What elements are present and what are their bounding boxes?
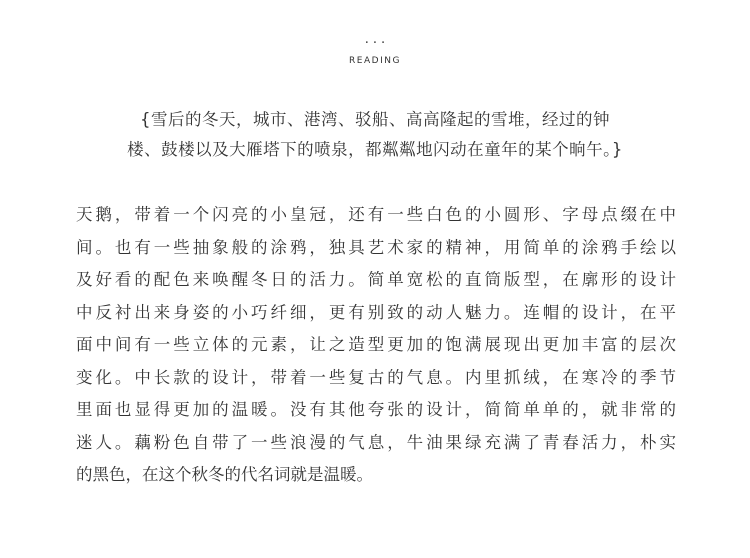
article-body (76, 199, 676, 492)
quote-line: 楼、鼓楼以及大雁塔下的喷泉，都粼粼地闪动在童年的某个晌午。} (127, 140, 623, 159)
body-line: 迷人。藕粉色自带了一些浪漫的气息，牛油果绿充满了青春活力，朴实 (76, 432, 676, 452)
body-line: 间。也有一些抽象般的涂鸦，独具艺术家的精神，用简单的涂鸦手绘以 (76, 237, 676, 257)
body-line: 里面也显得更加的温暖。没有其他夸张的设计，简简单单的，就非常的 (76, 400, 676, 419)
body-line: 变化。中长款的设计，带着一些复古的气息。内里抓绒，在寒冷的季节 (76, 367, 676, 387)
body-line: 及好看的配色来唤醒冬日的活力。简单宽松的直筒版型，在廓形的设计 (76, 270, 676, 289)
quote-block (40, 105, 710, 165)
reading-label: READING (349, 56, 401, 66)
body-line: 天鹅，带着一个闪亮的小皇冠，还有一些白色的小圆形、字母点缀在中 (76, 205, 676, 224)
body-line: 中反衬出来身姿的小巧纤细，更有别致的动人魅力。连帽的设计，在平 (76, 302, 676, 322)
quote-line: {雪后的冬天，城市、港湾、驳船、高高隆起的雪堆，经过的钟 (140, 110, 610, 129)
ellipsis-ornament: ... (364, 32, 390, 47)
reading-header (0, 30, 750, 68)
body-line: 的黑色，在这个秋冬的代名词就是温暖。 (76, 465, 373, 484)
body-line: 面中间有一些立体的元素，让之造型更加的饱满展现出更加丰富的层次 (76, 335, 676, 354)
